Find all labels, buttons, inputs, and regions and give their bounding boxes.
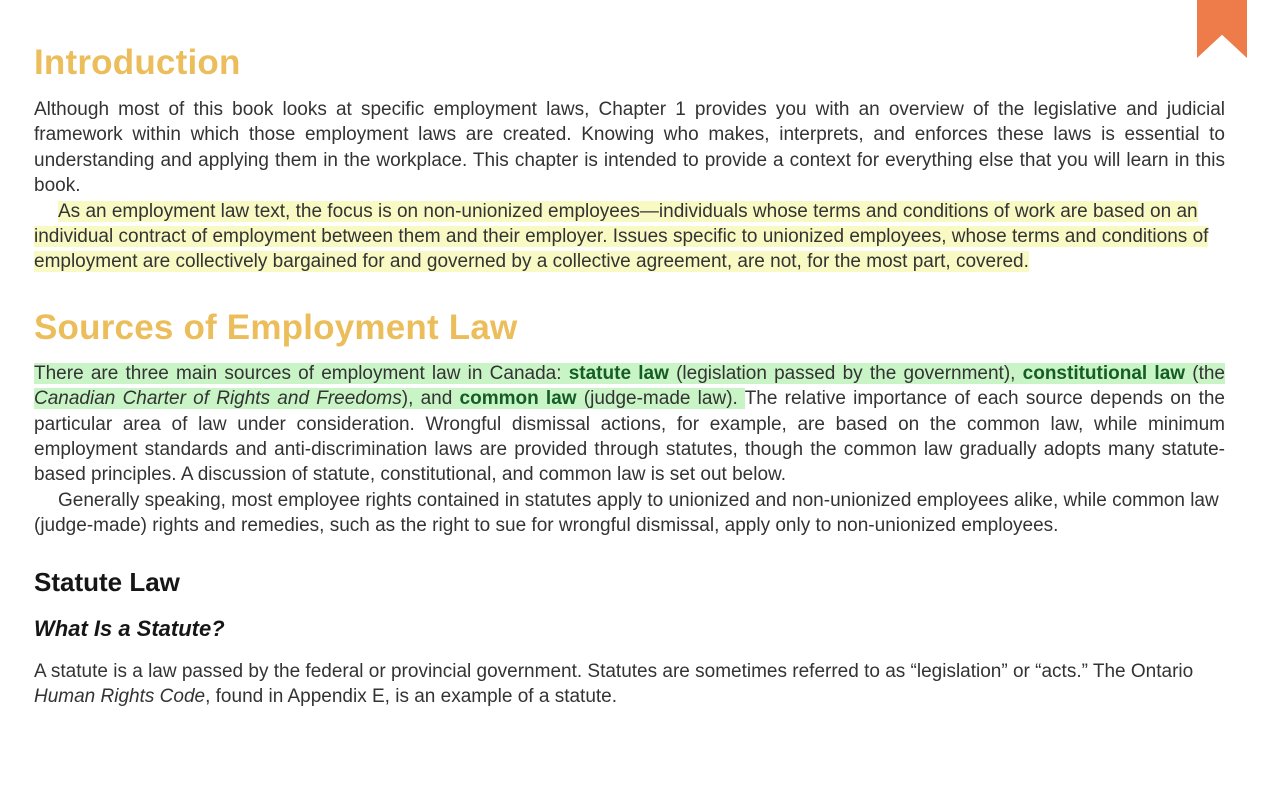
paragraph-intro-overview	[34, 97, 1225, 199]
text-run: common law	[459, 388, 577, 410]
text-run: (legislation passed by the government),	[668, 362, 1023, 384]
paragraph-focus-highlighted	[34, 199, 1225, 275]
text-run: Canadian Charter of Rights and Freedoms	[34, 388, 402, 410]
text-run: , found in Appendix E, is an example of a statute.	[205, 686, 618, 708]
text-run: ), and	[401, 388, 460, 410]
heading-sources-of-employment-law: Sources of Employment Law	[34, 307, 518, 347]
text-run: Generally speaking, most employee rights contained in statutes apply to unionized and non-unionized employees alike, while common law (judge-made) rights and remedies, such as the right to sue for wrongful dismissal, apply only to non-unionized employees.	[34, 489, 1219, 537]
heading-what-is-a-statute: What Is a Statute?	[34, 615, 225, 641]
text-run: The relative importance of each source depends on the particular area of law under consideration. Wrongful dismissal actions, for example, are based on the common law, while minimum employment standards and anti-discrimination laws are provided through statutes, though the common law gradually adopts many statute-based principles. A discussion of statute, constitutional, and common law is set out below.	[34, 388, 1225, 486]
paragraph-generally-speaking	[34, 488, 1225, 539]
text-run: A statute is a law passed by the federal or provincial government. Statutes are sometimes referred to as “legislation” or “acts.” The Ontario	[34, 660, 1194, 682]
heading-introduction: Introduction	[34, 43, 241, 82]
text-run: constitutional law	[1022, 362, 1186, 384]
paragraph-statute-definition	[34, 659, 1225, 710]
text-run: (the	[1185, 362, 1225, 384]
text-run: statute law	[568, 362, 669, 384]
text-run: There are three main sources of employment law in Canada:	[34, 362, 569, 384]
text-run: Human Rights Code	[34, 686, 206, 708]
text-run: Although most of this book looks at specific employment laws, Chapter 1 provides you with an overview of the legislative and judicial framework within which those employment laws are created. Knowing who makes, interprets, and enforces these laws is essential to understanding and applying them in the workplace. This chapter is intended to provide a context for everything else that you will learn in this book.	[34, 99, 1225, 197]
paragraph-sources-highlighted	[34, 361, 1225, 488]
text-run: (judge-made law).	[576, 388, 745, 410]
heading-statute-law: Statute Law	[34, 566, 180, 597]
text-run: As an employment law text, the focus is on non-unionized employees—individuals whose terms and conditions of work are based on an individual contract of employment between them and their employer. Issues specific to unionized employees, whose terms and conditions of employment are collectively bargained for and governed by a collective agreement, are not, for the most part, covered.	[34, 200, 1209, 273]
